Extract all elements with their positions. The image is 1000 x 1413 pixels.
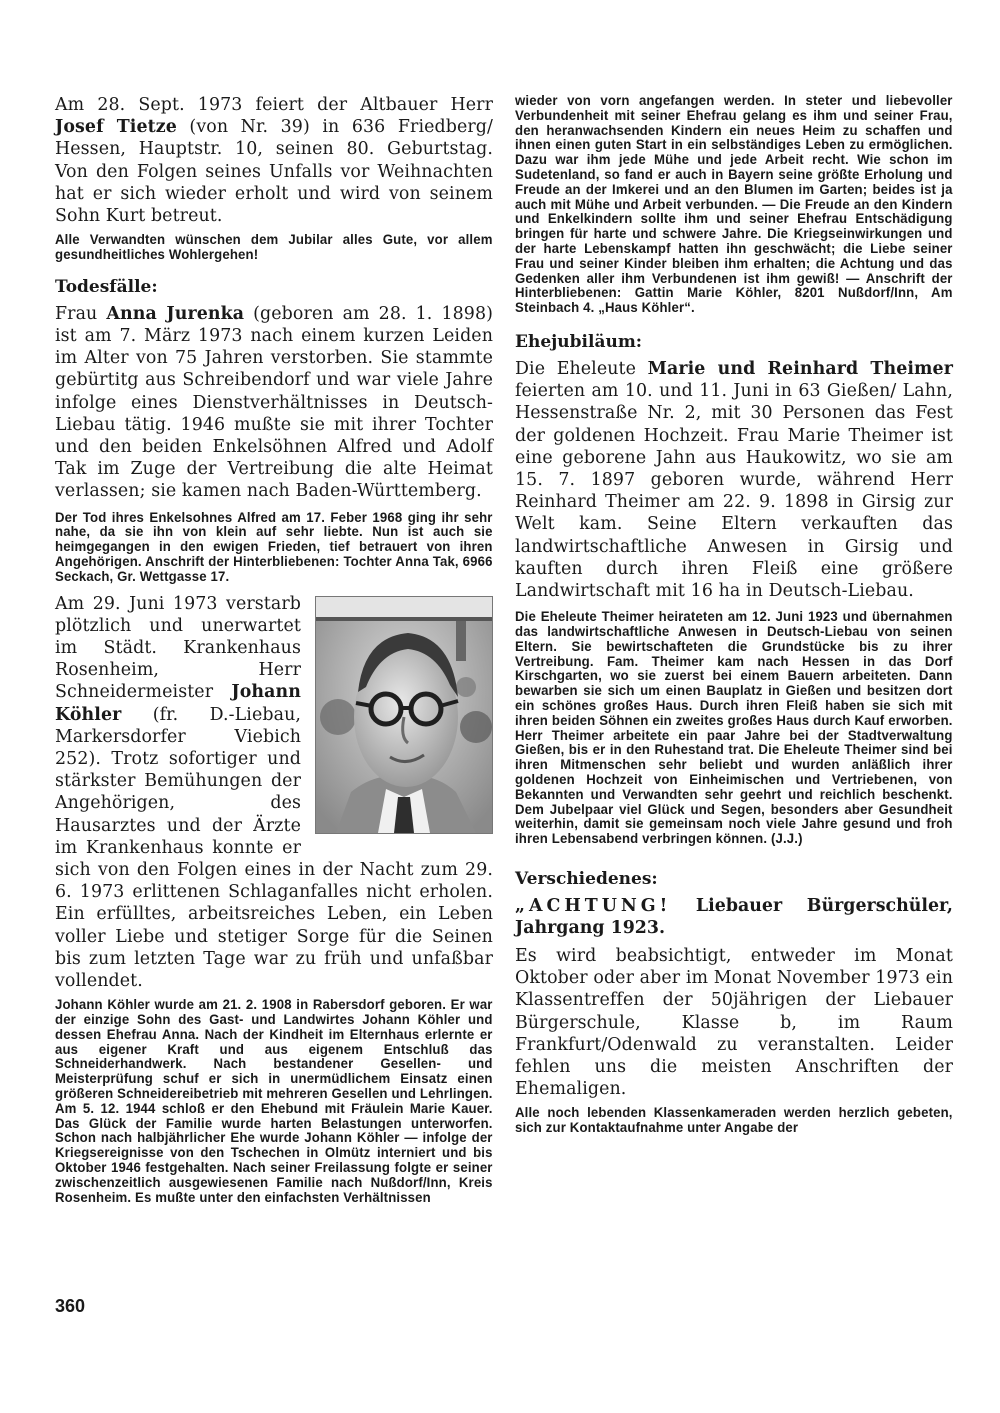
- anniversary-theimer: Die Eheleute Marie und Reinhard Theimer feierten am 10. und 11. Juni in 63 Gießen/ Lahn, Hessenstraße Nr. 2, mit 30 Personen das Fest der goldenen Hochzeit. Frau Marie Theimer ist eine geborene Jahn aus Haukowitz, wo sie am 15. 7. 1897 geboren wurde, während Herr Reinhard Theimer am 22. 9. 1898 in Girsig zur Welt kam. Seine Eltern verkauften das landwirtschaftliche Anwesen in Girsig und kauften durch ihren Fleiß eine größere Landwirtschaft mit 16 ha in Deutsch-Liebau.: [515, 358, 953, 601]
- obituary-koehler: [55, 593, 493, 1206]
- birthday-wishes: Alle Verwandten wünschen dem Jubilar alles Gute, vor allem gesundheitliches Wohlergehen!: [55, 232, 493, 263]
- birthday-notice: Am 28. Sept. 1973 feiert der Altbauer Herr Josef Tietze (von Nr. 39) in 636 Friedberg/ Hessen, Hauptstr. 10, seinen 80. Geburtstag. Von den Folgen seines Unfalls vor Weihnachten hat er sich wieder erholt und wird von seinem Sohn Kurt betreut.: [55, 95, 493, 227]
- obituary-jurenka-details: Der Tod ihres Enkelsohnes Alfred am 17. Feber 1968 ging ihr sehr nahe, da sie ihn von klein auf sehr liebte. Nun ist auch sie heimgegangen in den ewigen Frieden, tief betrauert von ihren Angehörigen. Anschrift der Hinterbliebenen: Tochter Anna Tak, 6966 Seckach, Gr. Wettgasse 17.: [55, 509, 493, 584]
- person-name-theimer: Marie und Reinhard Theimer: [647, 358, 953, 379]
- section-heading-anniversary: Ehejubiläum:: [515, 331, 643, 352]
- obituary-koehler-continued: wieder von vorn angefangen werden. In steter und liebevoller Verbundenheit mit seiner Ehefrau gelang es ihm und seiner Frau, den heranwachsenden Kindern ein neues Heim zu schaffen und ihnen einen guten Start in ein selbständiges Leben zu ermöglichen. Dazu war ihm jede Mühe und jede Arbeit recht. Wie schon im Sudetenland, so fand er auch in Bayern seine größte Erholung und Freude an der Imkerei und an den Blumen im Garten; beides ist ja auch mit Mühe und Arbeit verbunden. — Die Freude an den Kindern und Enkelkindern sollte ihm und seiner Ehefrau Entschädigung bringen für harte und schwere Jahre. Die Kriegseinwirkungen und der harte Lebenskampf hatten ihn geschwächt; die Liebe seiner Frau und seiner Kinder bleiben ihm erhalten; die Achtung und das Gedenken aller ihm Verbundenen ist ihm gewiß! — Anschrift der Hinterbliebenen: Gattin Marie Köhler, 8201 Nußdorf/Inn, Am Steinbach 4. „Haus Köhler“.: [515, 93, 953, 316]
- obituary-koehler-biography: Johann Köhler wurde am 21. 2. 1908 in Rabersdorf geboren. Er war der einzige Sohn des Gast- und Landwirtes Johann Köhler und dessen Ehefrau Anna. Nach der Kindheit im Elternhaus erlernte er aus eigener Kraft und aus eigenem Entschluß das Schneiderhandwerk. Nach bestandener Gesellen- und Meisterprüfung schuf er sich in unermüdlichem Einsatz einen größeren Schneidereibetrieb mit mehreren Gesellen und Lehrlingen. Am 5. 12. 1944 schloß er den Ehebund mit Fräulein Marie Kauer. Das Glück der Familie wurde harten Belastungen unterworfen. Schon nach halbjährlicher Ehe wurde Johann Köhler — infolge der Kriegsereignisse von den Tschechen in Olmütz interniert und bis Oktober 1946 festgehalten. Nach seiner Freilassung folgte er seiner zwischenzeitlich ausgewiesenen Familie nach Nußdorf/Inn, Kreis Rosenheim. Es mußte unter den einfachsten Verhältnissen: [55, 997, 493, 1205]
- section-heading-misc: Verschiedenes:: [515, 868, 658, 889]
- notice-title: „ACHTUNG! Liebauer Bürgerschüler, Jahrgang 1923.: [515, 895, 953, 938]
- notice-body: Es wird beabsichtigt, entweder im Monat Oktober oder aber im Monat November 1973 ein Klassentreffen der 50jährigen der Liebauer Bürgerschule, Klasse b, im Raum Frankfurt/Odenwald zu veranstalten. Leider fehlen uns die meisten Anschriften der Ehemaligen.: [515, 945, 953, 1100]
- notice-details: Alle noch lebenden Klassenkameraden werden herzlich gebeten, sich zur Kontaktaufnahme unter Angabe der: [515, 1105, 953, 1136]
- section-heading-deaths: Todesfälle:: [55, 276, 158, 297]
- portrait-image: [316, 597, 492, 833]
- person-name-jurenka: Anna Jurenka: [106, 303, 245, 324]
- obituary-koehler-text: Am 29. Juni 1973 verstarb plötzlich und unerwartet im Städt. Krankenhaus Rosenheim, Herr Schneidermeister Johann Köhler (fr. D.-Liebau, Markersdorfer Viebich 252). Trotz sofortiger und stärkster Bemühungen der Angehörigen, des Hausarztes und der Ärzte im Krankenhaus konnte er sich von den Folgen eines in der Nacht zum 29. 6. 1973 erlittenen Schlaganfalles nicht erholen. Ein erfülltes, arbeitsreiches Leben, ein Leben voller Liebe und stetiger Sorge für die Seinen bis zum letzten Tage war zu früh und unfaßbar vollendet.: [55, 593, 493, 992]
- person-name-tietze: Josef Tietze: [55, 117, 177, 138]
- portrait-photo-wrapper: [307, 596, 493, 841]
- person-name-koehler: Johann Köhler: [55, 682, 301, 725]
- anniversary-theimer-details: Die Eheleute Theimer heirateten am 12. Juni 1923 und übernahmen das landwirtschaftliche Anwesen in Deutsch-Liebau von seinen Eltern. Sie bewirtschafteten die Grundstücke bis zu ihrer Vertreibung. Fam. Theimer kam nach Hessen in das Dorf Kirschgarten, wo sie zuerst bei einem Bauern arbeiteten. Dann bewarben sie sich um einen Bauplatz in Gießen und besitzen dort ein schönes großes Haus. Durch ihren Fleiß haben sie sich mit ihren beiden Söhnen ein zweites großes Haus durch Kauf erworben. Herr Theimer arbeitete ein paar Jahre bei der Stadtverwaltung Gießen, bis er in den Ruhestand trat. Die Eheleute Theimer sind bei ihren Mitmenschen sehr beliebt und wurden anläßlich ihrer goldenen Hochzeit von Einheimischen und Vertriebenen, von Bekannten und Verwandten sehr geehrt und reichlich beschenkt. Dem Jubelpaar viel Glück und Segen, besonders aber Gesundheit weiterhin, damit sie gemeinsam noch viele Jahre gesund und froh ihren Lebensabend verbringen können. (J.J.): [515, 609, 953, 847]
- obituary-jurenka: Frau Anna Jurenka (geboren am 28. 1. 1898) ist am 7. März 1973 nach einem kurzen Leiden im Alter von 75 Jahren verstorben. Sie stammte gebürtitg aus Schreibendorf und war viele Jahre infolge eines Dienstverhältnisses in Deutsch-Liebau tätig. 1946 mußte sie mit ihrer Tochter und den beiden Enkelsöhnen Alfred und Adolf Tak im Zuge der Vertreibung die alte Heimat verlassen; sie kamen nach Baden-Württemberg.: [55, 303, 493, 502]
- portrait-photo-koehler: [315, 596, 493, 834]
- page-number: 360: [55, 1296, 86, 1316]
- right-column: [515, 94, 953, 1136]
- left-column: [55, 94, 493, 1205]
